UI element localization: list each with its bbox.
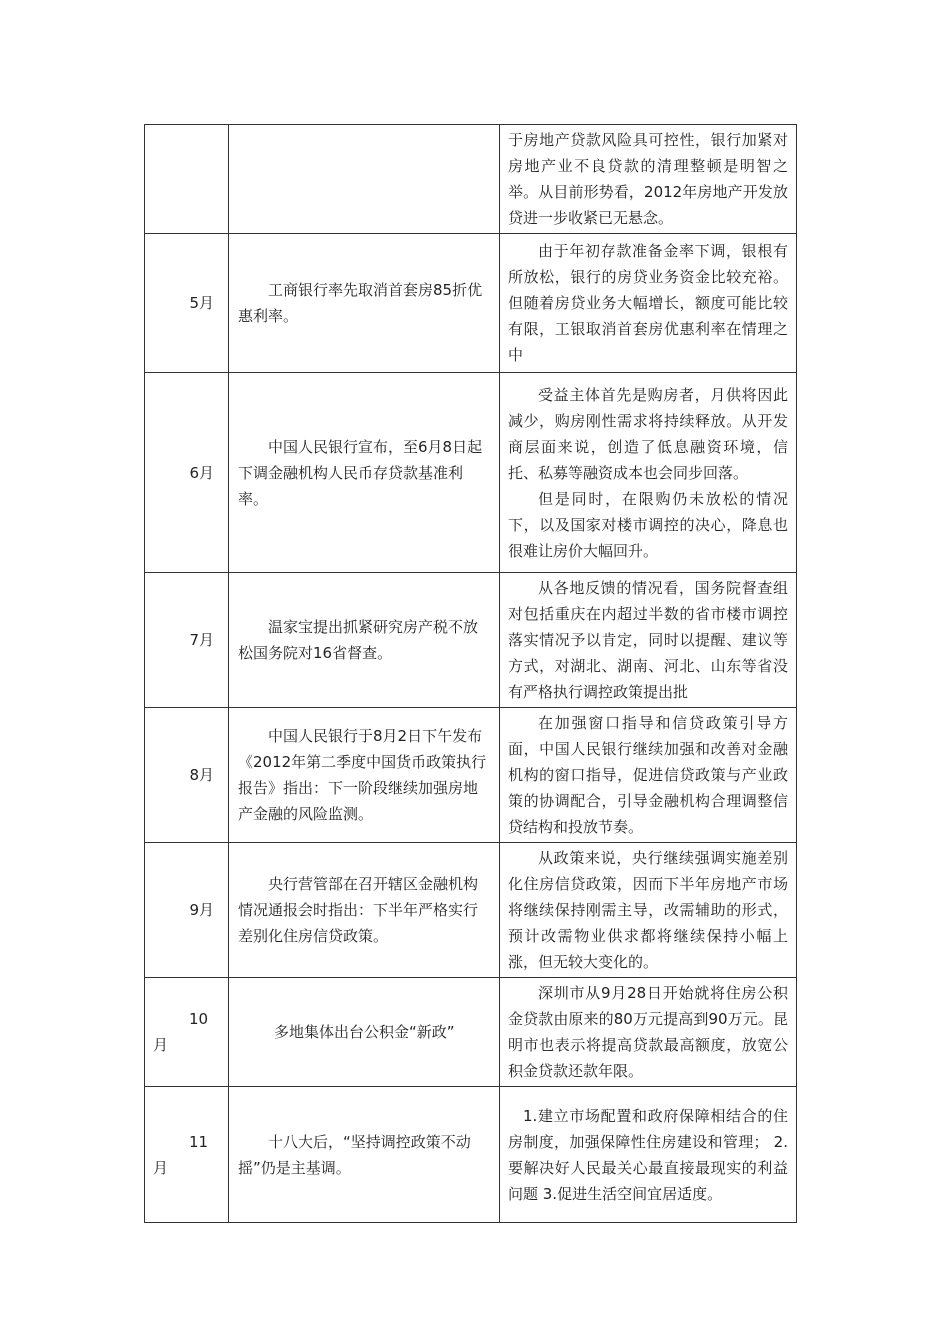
analysis-paragraph: 从政策来说，央行继续强调实施差别化住房信贷政策，因而下半年房地产市场将继续保持刚需主导，改需辅助的形式，预计改需物业供求都将继续保持小幅上涨，但无较大变化的。 xyxy=(508,849,788,971)
analysis-cell xyxy=(500,373,797,573)
analysis-cell xyxy=(500,1087,797,1223)
table-row xyxy=(145,1087,797,1223)
month-cell: 6月 xyxy=(145,373,229,573)
month-number: 11 xyxy=(189,1132,209,1151)
analysis-paragraph: 受益主体首先是购房者，月供将因此减少，购房刚性需求将持续释放。从开发商层面来说，创造了低息融资环境，信托、私募等融资成本也会同步回落。 xyxy=(508,385,788,482)
analysis-cell xyxy=(500,573,797,708)
month-cell xyxy=(145,978,229,1087)
table-row xyxy=(145,708,797,843)
table-row xyxy=(145,573,797,708)
event-cell: 中国人民银行于8月2日下午发布《2012年第二季度中国货币政策执行报告》指出：下一阶段继续加强房地产金融的风险监测。 xyxy=(229,708,500,843)
analysis-paragraph: 但是同时，在限购仍未放松的情况下，以及国家对楼市调控的决心，降息也很难让房价大幅回升。 xyxy=(508,489,788,560)
table-row xyxy=(145,373,797,573)
month-cell xyxy=(145,125,229,234)
month-cell: 9月 xyxy=(145,843,229,978)
analysis-paragraph: 从各地反馈的情况看，国务院督查组对包括重庆在内超过半数的省市楼市调控落实情况予以肯定，同时以提醒、建议等方式，对湖北、湖南、河北、山东等省没有严格执行调控政策提出批 xyxy=(508,579,788,701)
table-row xyxy=(145,125,797,234)
month-unit: 月 xyxy=(153,1158,169,1177)
analysis-cell xyxy=(500,978,797,1087)
month-cell: 7月 xyxy=(145,573,229,708)
month-cell: 5月 xyxy=(145,234,229,373)
analysis-paragraph: 在加强窗口指导和信贷政策引导方面，中国人民银行继续加强和改善对金融机构的窗口指导，促进信贷政策与产业政策的协调配合，引导金融机构合理调整信贷结构和投放节奏。 xyxy=(508,714,788,836)
analysis-cell xyxy=(500,125,797,234)
analysis-paragraph: 1.建立市场配置和政府保障相结合的住房制度，加强保障性住房建设和管理； 2.要解决好人民最关心最直接最现实的利益问题 3.促进生活空间宜居适度。 xyxy=(508,1106,788,1203)
table-row xyxy=(145,234,797,373)
month-number: 10 xyxy=(189,1010,209,1028)
analysis-paragraph: 深圳市从9月28日开始就将住房公积金贷款由原来的80万元提高到90万元。昆明市也表示将提高贷款最高额度，放宽公积金贷款还款年限。 xyxy=(508,984,788,1080)
analysis-cell xyxy=(500,708,797,843)
event-cell: 十八大后，“坚持调控政策不动摇”仍是主基调。 xyxy=(229,1087,500,1223)
event-cell: 多地集体出台公积金“新政” xyxy=(229,978,500,1087)
event-cell xyxy=(229,125,500,234)
analysis-cell xyxy=(500,843,797,978)
analysis-paragraph: 于房地产贷款风险具可控性，银行加紧对房地产业不良贷款的清理整顿是明智之举。从目前形势看，2012年房地产开发放贷进一步收紧已无悬念。 xyxy=(508,131,788,227)
event-cell: 温家宝提出抓紧研究房产税不放松国务院对16省督查。 xyxy=(229,573,500,708)
month-cell: 8月 xyxy=(145,708,229,843)
table-row xyxy=(145,978,797,1087)
policy-table xyxy=(144,124,797,1223)
table-row xyxy=(145,843,797,978)
analysis-cell xyxy=(500,234,797,373)
event-cell: 工商银行率先取消首套房85折优惠利率。 xyxy=(229,234,500,373)
month-unit: 月 xyxy=(153,1036,169,1054)
month-cell xyxy=(145,1087,229,1223)
event-cell: 央行营管部在召开辖区金融机构情况通报会时指出：下半年严格实行差别化住房信贷政策。 xyxy=(229,843,500,978)
analysis-paragraph: 由于年初存款准备金率下调，银根有所放松，银行的房贷业务资金比较充裕。但随着房贷业务大幅增长，额度可能比较有限，工银取消首套房优惠利率在情理之中 xyxy=(508,242,788,364)
event-cell: 中国人民银行宣布，至6月8日起下调金融机构人民币存贷款基准利率。 xyxy=(229,373,500,573)
